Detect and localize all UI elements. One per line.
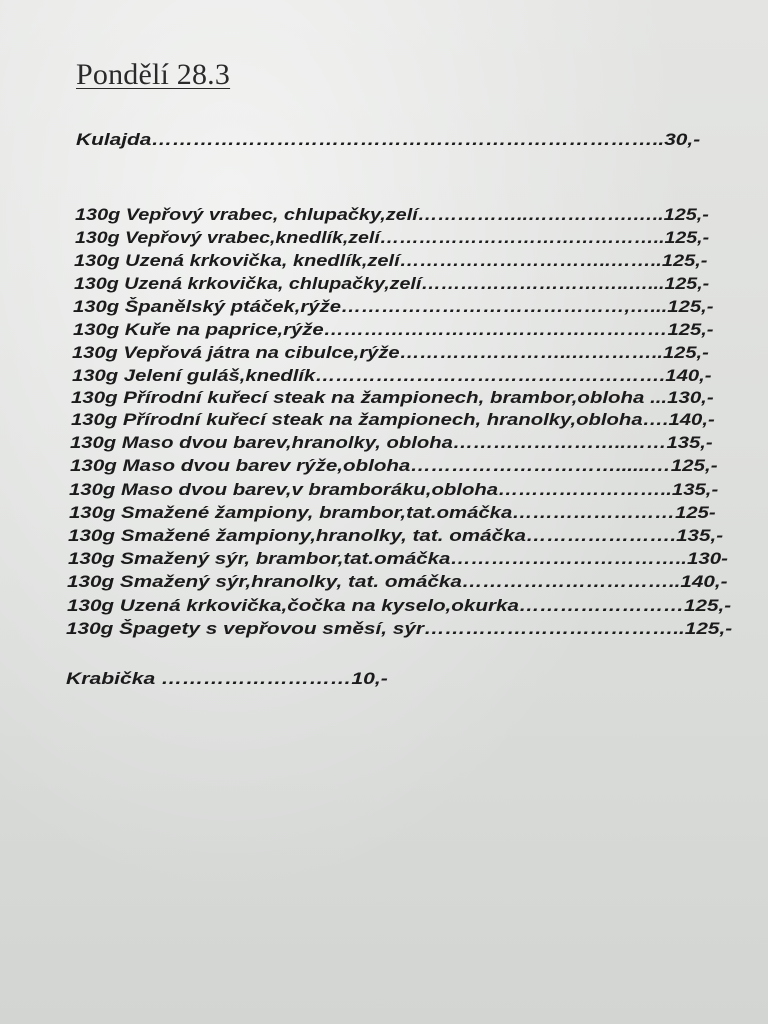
menu-item: 130g Maso dvou barev,v bramboráku,obloha……………………..135,- [69, 480, 719, 499]
menu-item: 130g Maso dvou barev,hranolky, obloha……………………..……135,- [70, 433, 713, 452]
menu-item: 130g Smažený sýr, brambor,tat.omáčka……………………………..130- [68, 549, 728, 568]
menu-item: 130g Přírodní kuřecí steak na žampionech, hranolky,obloha….140,- [71, 410, 715, 429]
menu-item: 130g Kuře na paprice,rýže……………………………………………125,- [73, 320, 714, 339]
menu-item: 130g Špagety s vepřovou směsí, sýr………………………………..125,- [66, 619, 733, 638]
menu-item: 130g Jelení guláš,knedlík…………………………………………….140,- [72, 366, 712, 385]
menu-item: 130g Vepřová játra na cibulce,rýže……………………..…………..125,- [72, 343, 709, 362]
menu-item: 130g Smažené žampiony, brambor,tat.omáčka……………………125- [69, 503, 716, 522]
menu-item: 130g Španělský ptáček,rýže……………………………………,…...125,- [73, 297, 714, 316]
menu-item: 130g Vepřový vrabec,knedlík,zelí……………………………………..125,- [75, 228, 710, 247]
soup-line: Kulajda………………………………………………………………..30,- [76, 130, 701, 149]
menu-item: 130g Smažený sýr,hranolky, tat. omáčka…………………………..140,- [67, 572, 728, 591]
menu-item: 130g Přírodní kuřecí steak na žampionech, brambor,obloha ...130,- [71, 388, 714, 407]
menu-item: 130g Uzená krkovička, knedlík,zelí…………………………..……..125,- [74, 251, 708, 270]
menu-item: 130g Uzená krkovička,čočka na kyselo,okurka……………………125,- [67, 596, 732, 615]
menu-item: 130g Uzená krkovička, chlupačky,zelí…………………………..…...125,- [74, 274, 710, 293]
menu-title: Pondělí 28.3 [76, 58, 231, 91]
menu-item: 130g Smažené žampiony,hranolky, tat. omáčka………………….135,- [68, 526, 724, 545]
menu-item: 130g Vepřový vrabec, chlupačky,zelí……………..…………….…..125,- [75, 205, 709, 224]
menu-item: 130g Maso dvou barev rýže,obloha…………………………......…125,- [70, 456, 718, 475]
box-line: Krabička ………………………10,- [66, 669, 388, 688]
